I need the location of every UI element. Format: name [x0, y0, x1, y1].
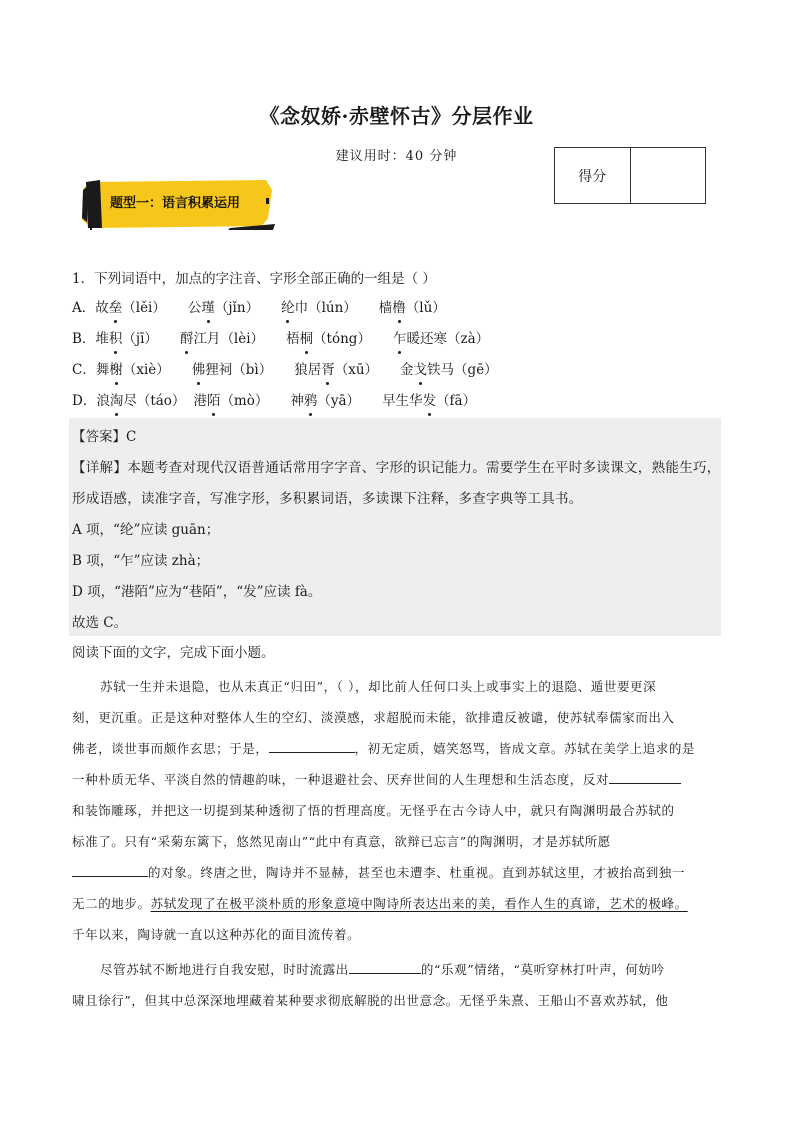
underlined-sentence: 苏轼发现了在极平淡朴质的形象意境中陶诗所表达出来的美，看作人生的真谛，艺术的极峰。 [150, 896, 688, 911]
score-box [554, 147, 706, 204]
passage-line: 标准了。只有“采菊东篱下，悠然见南山”“此中有真意，欲辩已忘言”的陶渊明，才是苏轼所愿 [72, 834, 611, 849]
passage-line: 苏轼一生并未退隐，也从未真正“归田”，（ ），却比前人任何口头上或事实上的退隐、遁世要更深 [100, 679, 657, 694]
passage-line: 和装饰雕琢，并把这一切提到某种透彻了悟的哲理高度。无怪乎在古今诗人中，就只有陶渊明最合苏轼的 [72, 803, 675, 818]
option-d[interactable]: D．浪淘尽（táo） 港陌（mò） 神鸦（yā） 早生华发（fā） [72, 393, 477, 409]
blank-line[interactable] [269, 740, 355, 753]
reading-instruction: 阅读下面的文字，完成下面小题。 [72, 645, 275, 661]
page-title: 《念奴娇·赤壁怀古》分层作业 [259, 104, 534, 128]
score-label: 得分 [578, 168, 607, 185]
explanation-line: A 项，“纶”应读 guān； [72, 522, 220, 538]
answer-line: 【答案】C [72, 429, 137, 445]
option-a[interactable]: A．故垒（lěi） 公瑾（jǐn） 纶巾（lún） 樯橹（lǔ） [72, 300, 446, 316]
passage-line: 尽管苏轼不断地进行自我安慰，时时流露出 的“乐观”情绪，“莫听穿林打叶声，何妨吟 [100, 962, 665, 977]
passage-line: 的对象。终唐之世，陶诗并不显赫，甚至也未遭李、杜重视。直到苏轼这里，才被抬高到独一 [72, 863, 685, 881]
explanation-line: D 项，“港陌”应为“巷陌”，“发”应读 fà。 [72, 584, 322, 600]
passage-line: 一种朴质无华、平淡自然的情趣韵味，一种退避社会、厌弃世间的人生理想和生活态度，反对 [72, 770, 681, 788]
question-stem: 1．下列词语中，加点的字注音、字形全部正确的一组是（ ） [72, 271, 436, 287]
blank-line[interactable] [72, 864, 148, 877]
explanation-line: B 项，“乍”应读 zhà； [72, 553, 210, 569]
passage-line: 啸且徐行”，但其中总深深地埋藏着某种要求彻底解脱的出世意念。无怪乎朱熹、王船山不喜欢苏轼，他 [72, 993, 669, 1008]
option-b[interactable]: B．堆积（jī） 酹江月（lèi） 梧桐（tóng） 乍暖还寒（zà） [72, 331, 490, 347]
explanation-line: 【详解】本题考查对现代汉语普通话常用字字音、字形的识记能力。需要学生在平时多读课文，熟能生巧， [72, 460, 721, 476]
passage-line: 佛老，谈世事而颇作玄思；于是， ，初无定质，嬉笑怒骂，皆成文章。苏轼在美学上追求的是 [72, 741, 696, 756]
suggested-time: 建议用时：40 分钟 [335, 149, 458, 164]
explanation-line: 故选 C。 [72, 615, 128, 631]
passage-line: 无二的地步。苏轼发现了在极平淡朴质的形象意境中陶诗所表达出来的美，看作人生的真谛，艺术的极峰。 [72, 896, 688, 911]
score-value[interactable] [630, 148, 706, 203]
blank-line[interactable] [609, 771, 681, 784]
option-c[interactable]: C．舞榭（xiè） 佛狸祠（bì） 狼居胥（xū） 金戈铁马（gē） [72, 362, 498, 378]
passage-line: 刻，更沉重。正是这种对整体人生的空幻、淡漠感，求超脱而未能，欲排遣反被谴，使苏轼奉儒家而出入 [72, 710, 675, 725]
blank-line[interactable] [349, 961, 421, 974]
passage-line: 千年以来，陶诗就一直以这种苏化的面目流传着。 [72, 927, 361, 942]
explanation-line: 形成语感，读准字音，写准字形，多积累词语，多读课下注释，多查字典等工具书。 [72, 491, 583, 507]
section-banner [80, 178, 275, 230]
section-label: 题型一：语言积累运用 [109, 195, 240, 210]
